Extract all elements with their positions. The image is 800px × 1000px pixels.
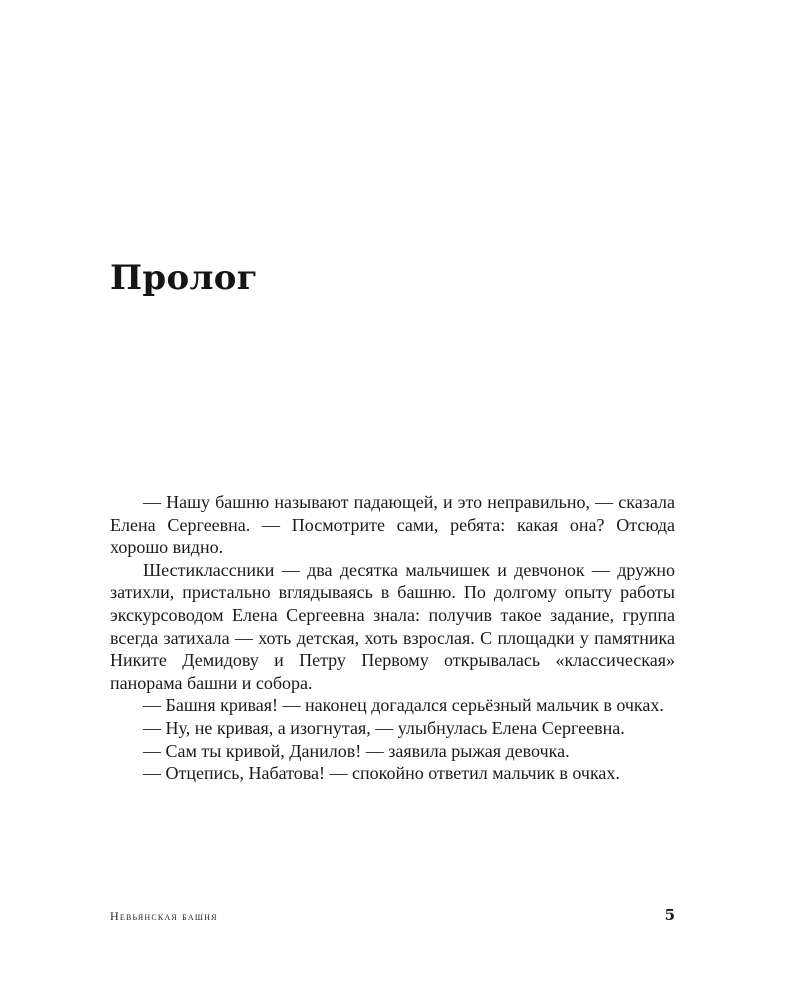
paragraph: — Отцепись, Набатова! — спокойно ответил мальчик в очках. bbox=[143, 763, 620, 784]
chapter-body bbox=[110, 491, 675, 785]
paragraph: Шестиклассники — два десятка мальчишек и девчонок — дружно затихли, пристально вглядываясь в башню. По долгому опыту работы экскурсоводом Елена Сергеевна знала: получив такое задание, группа всегда затихала — хоть детская, хоть взрослая. С площадки у памятника Никите Демидову и Петру Первому открывалась «классическая» панорама башни и собора. bbox=[110, 559, 675, 693]
paragraph: — Нашу башню называют падающей, и это неправильно, — сказала Елена Сергеевна. — Посмотрите сами, ребята: какая она? Отсюда хорошо видно. bbox=[110, 492, 675, 558]
paragraph: — Башня кривая! — наконец догадался серьёзный мальчик в очках. bbox=[143, 695, 664, 716]
page-footer bbox=[110, 906, 675, 926]
page-number: 5 bbox=[664, 906, 675, 924]
paragraph: — Ну, не кривая, а изогнутая, — улыбнулась Елена Сергеевна. bbox=[143, 717, 625, 738]
chapter-title: Пролог bbox=[110, 258, 258, 298]
running-title: Невьянская башня bbox=[110, 909, 218, 923]
paragraph: — Сам ты кривой, Данилов! — заявила рыжая девочка. bbox=[143, 740, 570, 761]
